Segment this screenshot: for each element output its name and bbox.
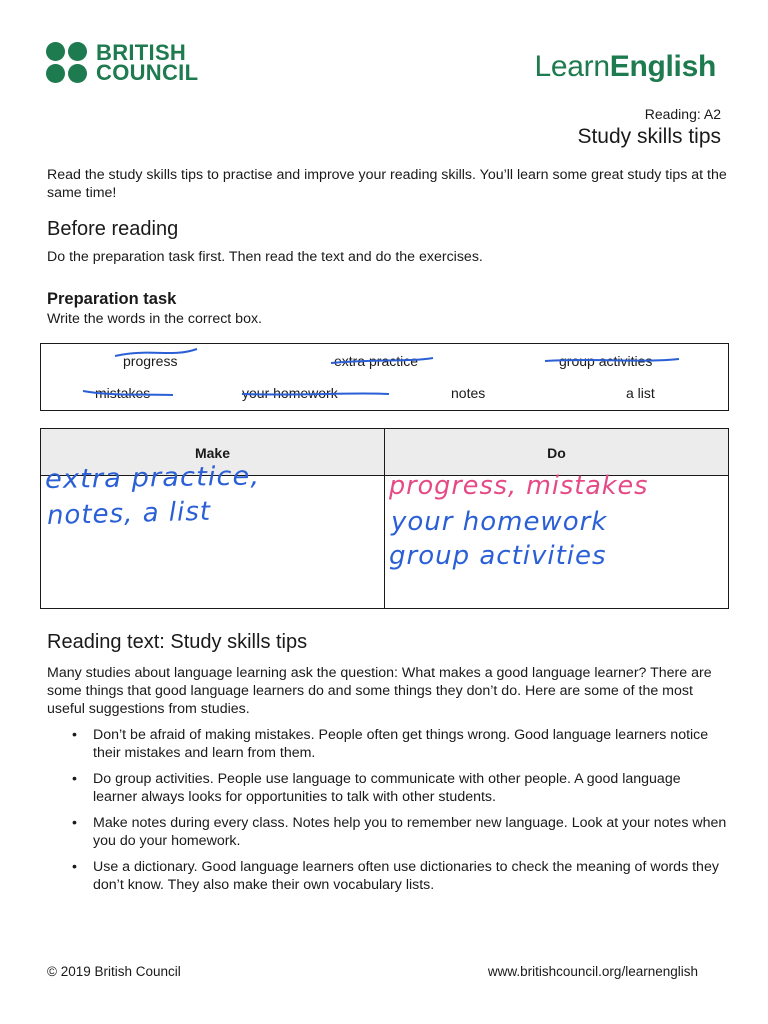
tips-list [47,726,727,902]
before-reading-text: Do the preparation task first. Then read the text and do the exercises. [47,249,483,265]
word-extra-practice: extra practice [334,353,419,369]
page-title: Study skills tips [577,125,721,148]
list-item [47,858,727,894]
site-name-light: Learn [534,50,610,83]
strike-progress [115,349,197,356]
british-council-logo [46,39,199,85]
preparation-instruction: Write the words in the correct box. [47,311,263,327]
level-label: Reading: A2 [644,106,721,122]
list-item [47,814,727,850]
word-a-list: a list [626,385,655,401]
strike-mistakes [83,391,173,395]
logo-dots-icon [46,42,87,83]
footer-url[interactable]: www.britishcouncil.org/learnenglish [487,964,698,979]
before-reading-heading: Before reading [47,218,179,240]
column-header-make: Make [194,445,231,461]
handwritten-strikethroughs [41,344,730,412]
brand-line-1: BRITISH [96,39,187,65]
bullet-icon: • [72,727,77,743]
word-progress: progress [123,353,178,369]
word-group-activities: group activities [559,353,653,369]
reading-paragraph: Many studies about language learning ask the question: What makes a good language learner? There are some things that good language learners do and some things they don’t do. Here are some of the most useful suggestions from studies. [47,665,712,717]
strike-extra-practice [331,358,433,363]
word-your-homework: your homework [242,385,338,401]
word-notes: notes [451,385,486,401]
tip-text: Use a dictionary. Good language learners often use dictionaries to check the meaning of words they don’t know. They also make their own vocabulary lists. [93,859,719,893]
bullet-icon: • [72,771,77,787]
intro-text: Read the study skills tips to practise and improve your reading skills. You’ll learn some great study tips at the same time! [47,167,727,201]
do-answer-line-2: your homework [391,507,608,537]
site-name-bold: English [609,50,716,83]
make-do-table [40,428,729,609]
strike-group-activities [545,359,679,361]
make-answer-line-1: extra practice, [44,461,261,495]
footer-copyright: © 2019 British Council [47,964,181,979]
column-header-do: Do [547,445,566,461]
logo-text [96,39,199,85]
bullet-icon: • [72,815,77,831]
reading-heading: Reading text: Study skills tips [47,631,308,653]
make-answer-line-2: notes, a list [46,496,212,531]
word-box [40,343,729,411]
do-answer-line-1: progress, mistakes [389,471,649,501]
preparation-heading: Preparation task [47,290,177,308]
strike-your-homework [242,393,389,394]
tip-text: Do group activities. People use language to communicate with other people. A good language learner always looks for opportunities to talk with other students. [93,771,681,805]
list-item [47,770,727,806]
tip-text: Make notes during every class. Notes help you to remember new language. Look at your notes when you do your homework. [93,815,727,849]
list-item [47,726,727,762]
bullet-icon: • [72,859,77,875]
word-mistakes: mistakes [95,385,151,401]
tip-text: Don’t be afraid of making mistakes. People often get things wrong. Good language learners notice their mistakes and learn from them. [93,727,709,761]
learnenglish-logo [535,50,716,84]
brand-line-2: COUNCIL [96,59,199,85]
do-answer-line-3: group activities [389,541,607,571]
